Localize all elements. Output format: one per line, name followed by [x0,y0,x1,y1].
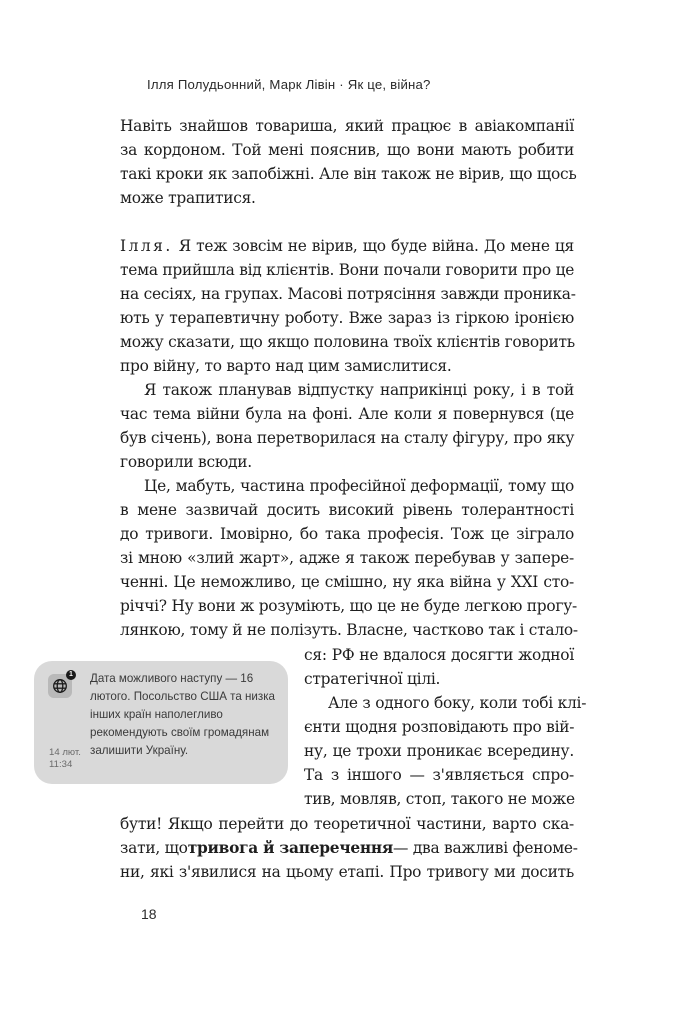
text-line: тив, мовляв, стоп, такого не може [304,790,575,808]
text-fragment: — два важливі феноме- [393,839,578,857]
text-line: Навіть знайшов товариша, який працює в авіакомпанії [120,117,574,135]
text-line: Та з іншого — з'являється спро- [304,766,574,784]
text-line: такі кроки як запобіжні. Але він також не вірив, що щось [120,165,577,183]
text-line: Я також планував відпустку наприкінці року, і в той [144,381,574,399]
text-line-rest: Я теж зовсім не вірив, що буде війна. До мене ця [178,237,574,255]
news-notification-card [34,661,288,784]
notification-badge: 1 [66,670,76,680]
text-line: стратегічної цілі. [304,670,441,688]
text-line: єнти щодня розповідають про вій- [304,718,575,736]
text-line: річчі? Ну вони ж розуміють, що це не буде легкою прогу- [120,597,577,615]
notification-text: Дата можливого наступу — 16 лютого. Посольство США та низка інших країн наполегливо рекомендують своїм громадянам залишити Україну. [90,672,275,757]
bold-term: тривога й заперечення [187,839,394,857]
text-line: за кордоном. Той мені пояснив, що вони мають робити [120,141,574,159]
text-line: був січень), вона перетворилася на сталу фігуру, про яку [120,429,575,447]
text-line: час тема війни була на фоні. Але коли я повернувся (це [120,405,574,423]
speaker-name: Ілля. [120,237,173,255]
text-line: ють у терапевтичну роботу. Вже зараз із гіркою іронією [120,309,574,327]
text-line: Але з одного боку, коли тобі клі- [328,694,587,712]
notification-time: 11:34 [49,759,73,770]
text-line: тема прийшла від клієнтів. Вони почали говорити про це [120,261,575,279]
text-line: до тривоги. Імовірно, бо така професія. Тож це зіграло [120,525,574,543]
text-line: в мене зазвичай досить високий рівень толерантності [120,501,574,519]
text-line: ся: РФ не вдалося досягти жодної [304,646,574,664]
notification-date: 14 лют. [49,747,81,758]
text-line: Це, мабуть, частина професійної деформації, тому що [144,477,574,495]
text-line: може трапитися. [120,189,256,207]
text-line: про війну, то варто над цим замислитися. [120,357,452,375]
text-line: ну, це трохи проникає всередину. [304,742,574,760]
text-line: ни, які з'явилися на цьому етапі. Про тривогу ми досить [120,863,574,881]
globe-icon [52,678,68,694]
text-line: на сесіях, на групах. Масові потрясіння завжди проника- [120,285,576,303]
running-head: Ілля Полудьонний, Марк Лівін · Як це, війна? [147,77,431,92]
notification-timestamp [49,747,81,771]
text-line [120,234,574,258]
text-line: можу сказати, що якщо половина твоїх клієнтів говорить [120,333,575,351]
text-line: ченні. Це неможливо, це смішно, ну яка війна у XXI сто- [120,573,574,591]
page-number: 18 [141,906,157,922]
text-line [120,836,578,860]
text-line: зі мною «злий жарт», адже я також перебував у запере- [120,549,574,567]
text-line: бути! Якщо перейти до теоретичної частини, варто ска- [120,815,574,833]
text-fragment: зати, що [120,839,188,857]
text-line: говорили всюди. [120,453,252,471]
text-line: лянкою, тому й не полізуть. Власне, частково так і стало- [120,621,578,639]
